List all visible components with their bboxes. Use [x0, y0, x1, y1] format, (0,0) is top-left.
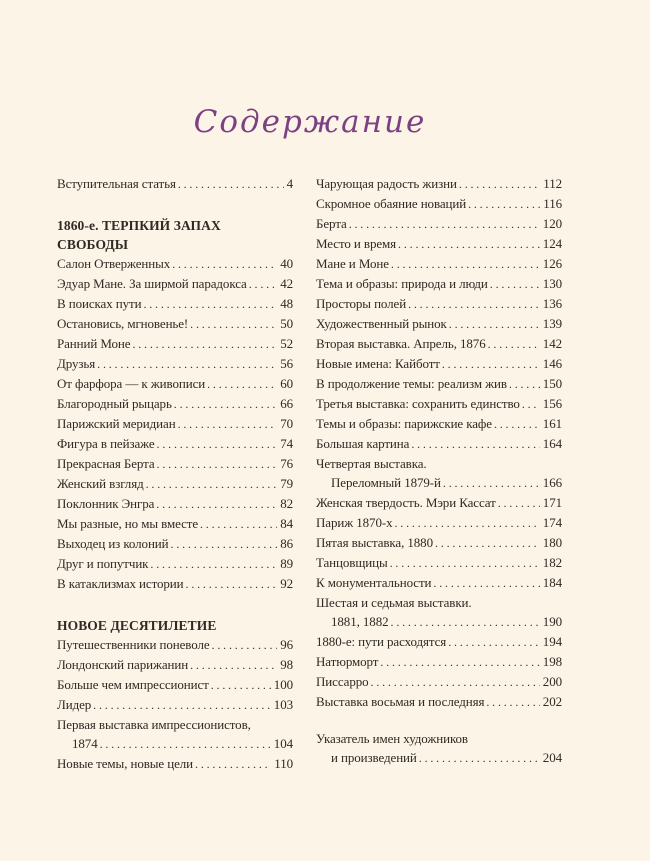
toc-entry: [316, 274, 562, 294]
toc-entry: [57, 374, 293, 394]
toc-entry-page-number: 76: [280, 456, 293, 471]
toc-entry-label: Шестая и седьмая выставки.: [316, 595, 472, 610]
toc-entry-page-number: 174: [542, 515, 562, 530]
toc-entry: [57, 574, 293, 594]
toc-entry-label: Ранний Моне: [57, 336, 131, 351]
toc-entry-page-number: 124: [542, 236, 562, 251]
toc-entry: [316, 194, 562, 214]
toc-entry-page-number: 156: [542, 396, 562, 411]
toc-entry: [316, 234, 562, 254]
toc-entry-label: Эдуар Мане. За ширмой парадокса: [57, 276, 247, 291]
toc-entry-page-number: 161: [542, 416, 562, 431]
toc-entry-label: Мы разные, но мы вместе: [57, 516, 198, 531]
dot-leader: [146, 474, 278, 494]
dot-leader: [156, 494, 277, 514]
toc-entry-page-number: 103: [273, 697, 293, 712]
dot-leader: [371, 672, 540, 692]
dot-leader: [522, 394, 540, 414]
toc-entry-page-number: 130: [542, 276, 562, 291]
toc-entry-page-number: 66: [280, 396, 293, 411]
dot-leader: [468, 194, 540, 214]
dot-leader: [207, 374, 277, 394]
toc-entry-label: Чарующая радость жизни: [316, 176, 457, 191]
toc-entry-label: 1881, 1882: [331, 614, 389, 629]
toc-entry: [57, 274, 293, 294]
toc-entry: [57, 174, 293, 194]
toc-entry-page-number: 48: [280, 296, 293, 311]
page-title: Содержание: [193, 104, 427, 140]
toc-entry-page-number: 150: [542, 376, 562, 391]
toc-entry-continuation: [57, 734, 293, 754]
dot-leader: [448, 632, 540, 652]
dot-leader: [486, 692, 539, 712]
toc-entry: [57, 294, 293, 314]
toc-entry-page-number: 50: [280, 316, 293, 331]
toc-entry: [57, 254, 293, 274]
toc-entry-label: Скромное обаяние новаций: [316, 196, 467, 211]
dot-leader: [411, 434, 539, 454]
toc-entry: [57, 334, 293, 354]
toc-entry-page-number: 180: [542, 535, 562, 550]
dot-leader: [190, 314, 277, 334]
dot-leader: [178, 414, 278, 434]
toc-entry: [316, 254, 562, 274]
toc-entry-label: В катаклизмах истории: [57, 576, 184, 591]
toc-entry: [316, 672, 562, 692]
toc-entry-page-number: 164: [542, 436, 562, 451]
dot-leader: [390, 553, 540, 573]
toc-entry: [316, 652, 562, 672]
dot-leader: [433, 573, 539, 593]
toc-entry: [57, 494, 293, 514]
dot-leader: [490, 274, 540, 294]
toc-section: [316, 729, 562, 768]
toc-entry-page-number: 84: [280, 516, 293, 531]
dot-leader: [498, 493, 540, 513]
toc-entry-page-number: 70: [280, 416, 293, 431]
toc-entry: [57, 534, 293, 554]
toc-entry-page-number: 120: [542, 216, 562, 231]
toc-entry-page-number: 200: [542, 674, 562, 689]
toc-entry: [316, 729, 562, 748]
dot-leader: [443, 473, 540, 493]
toc-entry-label: Художественный рынок: [316, 316, 447, 331]
toc-section: [57, 216, 293, 594]
toc-section: [57, 174, 293, 194]
toc-entry-page-number: 166: [542, 475, 562, 490]
toc-entry-label: Новые темы, новые цели: [57, 756, 194, 771]
toc-entry-label: Женский взгляд: [57, 476, 144, 491]
toc-entry-label: Место и время: [316, 236, 397, 251]
dot-leader: [97, 354, 277, 374]
toc-entry-label: Выходец из колоний: [57, 536, 169, 551]
dot-leader: [435, 533, 540, 553]
toc-entry-continuation: [316, 473, 562, 493]
toc-entry: [316, 214, 562, 234]
dot-leader: [174, 394, 277, 414]
toc-entry-label: Берта: [316, 216, 347, 231]
dot-leader: [178, 174, 284, 194]
toc-entry: [316, 573, 562, 593]
dot-leader: [419, 748, 540, 768]
toc-entry-page-number: 60: [280, 376, 293, 391]
toc-entry: [316, 593, 562, 612]
toc-entry-page-number: 204: [542, 750, 562, 765]
dot-leader: [442, 354, 540, 374]
toc-entry-page-number: 126: [542, 256, 562, 271]
dot-leader: [132, 334, 277, 354]
dot-leader: [211, 675, 271, 695]
toc-entry: [316, 314, 562, 334]
toc-entry: [57, 474, 293, 494]
dot-leader: [449, 314, 540, 334]
toc-entry-label: Просторы полей: [316, 296, 407, 311]
toc-section-header: 1860-е. ТЕРПКИЙ ЗАПАХ СВОБОДЫ: [57, 218, 221, 252]
toc-entry-page-number: 139: [542, 316, 562, 331]
toc-entry-label: 1874: [72, 736, 98, 751]
toc-entry: [316, 493, 562, 513]
toc-entry: [316, 513, 562, 533]
toc-entry: [57, 434, 293, 454]
toc-entry-label: От фарфора — к живописи: [57, 376, 206, 391]
toc-entry-label: Фигура в пейзаже: [57, 436, 155, 451]
dot-leader: [93, 695, 271, 715]
toc-entry-page-number: 198: [542, 654, 562, 669]
toc-entry: [316, 454, 562, 473]
toc-entry-label: Указатель имен художников: [316, 731, 468, 746]
toc-entry-label: Четвертая выставка.: [316, 456, 427, 471]
toc-section: [57, 616, 293, 774]
dot-leader: [157, 454, 278, 474]
dot-leader: [150, 554, 277, 574]
toc-entry-page-number: 184: [542, 575, 562, 590]
toc-entry-page-number: 82: [280, 496, 293, 511]
toc-entry-label: Новые имена: Кайботт: [316, 356, 440, 371]
toc-entry-label: Друзья: [57, 356, 96, 371]
dot-leader: [394, 513, 539, 533]
toc-entry: [316, 394, 562, 414]
toc-entry-page-number: 194: [542, 634, 562, 649]
toc-entry: [316, 692, 562, 712]
toc-entry: [57, 314, 293, 334]
toc-entry: [57, 695, 293, 715]
dot-leader: [459, 174, 540, 194]
dot-leader: [212, 635, 278, 655]
toc-entry-continuation: [316, 748, 562, 768]
dot-leader: [100, 734, 271, 754]
toc-entry-page-number: 98: [280, 657, 293, 672]
toc-entry-page-number: 100: [273, 677, 293, 692]
dot-leader: [391, 254, 540, 274]
toc-entry: [57, 675, 293, 695]
toc-entry-page-number: 96: [280, 637, 293, 652]
toc-entry-label: Танцовщицы: [316, 555, 388, 570]
toc-entry-page-number: 86: [280, 536, 293, 551]
toc-entry-label: Друг и попутчик: [57, 556, 149, 571]
toc-entry-page-number: 4: [286, 176, 293, 191]
toc-entry-label: Первая выставка импрессионистов,: [57, 717, 251, 732]
toc-entry-page-number: 56: [280, 356, 293, 371]
toc-entry-page-number: 116: [543, 196, 562, 211]
dot-leader: [509, 374, 540, 394]
dot-leader: [494, 414, 540, 434]
toc-entry-label: Тема и образы: природа и люди: [316, 276, 488, 291]
toc-entry: [57, 454, 293, 474]
toc-entry-label: Прекрасная Берта: [57, 456, 155, 471]
toc-entry-label: Выставка восьмая и последняя: [316, 694, 485, 709]
dot-leader: [172, 254, 277, 274]
toc-entry: [316, 553, 562, 573]
dot-leader: [190, 655, 277, 675]
dot-leader: [391, 612, 540, 632]
toc-entry-label: К монументальности: [316, 575, 432, 590]
toc-entry: [316, 374, 562, 394]
toc-entry-label: Писсарро: [316, 674, 369, 689]
toc-entry: [57, 754, 293, 774]
dot-leader: [398, 234, 540, 254]
toc-entry: [57, 715, 293, 734]
toc-entry-label: Париж 1870-х: [316, 515, 393, 530]
toc-entry-label: Парижский меридиан: [57, 416, 176, 431]
toc-entry: [316, 414, 562, 434]
dot-leader: [186, 574, 278, 594]
toc-entry: [57, 635, 293, 655]
toc-entry-label: Салон Отверженных: [57, 256, 171, 271]
toc-entry-label: Пятая выставка, 1880: [316, 535, 433, 550]
dot-leader: [249, 274, 277, 294]
toc-entry: [316, 533, 562, 553]
toc-column-right: [316, 174, 562, 768]
toc-entry-label: Лидер: [57, 697, 92, 712]
toc-entry: [57, 394, 293, 414]
toc-section: [316, 174, 562, 712]
dot-leader: [488, 334, 540, 354]
toc-entry-page-number: 182: [542, 555, 562, 570]
toc-entry-label: Третья выставка: сохранить единство: [316, 396, 520, 411]
toc-entry-continuation: [316, 612, 562, 632]
dot-leader: [408, 294, 540, 314]
toc-entry: [57, 414, 293, 434]
toc-entry: [57, 554, 293, 574]
toc-entry-label: Большая картина: [316, 436, 410, 451]
dot-leader: [200, 514, 277, 534]
dot-leader: [157, 434, 278, 454]
toc-entry: [316, 174, 562, 194]
toc-entry-label: Благородный рыцарь: [57, 396, 172, 411]
toc-entry-page-number: 40: [280, 256, 293, 271]
toc-entry-label: Больше чем импрессионист: [57, 677, 209, 692]
toc-entry-label: В поисках пути: [57, 296, 142, 311]
toc-entry-label: Натюрморт: [316, 654, 379, 669]
toc-entry-page-number: 42: [280, 276, 293, 291]
toc-entry-label: и произведений: [331, 750, 417, 765]
toc-entry-label: Остановись, мгновенье!: [57, 316, 189, 331]
toc-column-left: [57, 174, 293, 774]
dot-leader: [380, 652, 539, 672]
toc-entry-label: Путешественники поневоле: [57, 637, 210, 652]
toc-entry-label: Поклонник Энгра: [57, 496, 155, 511]
toc-entry-label: Вступительная статья: [57, 176, 176, 191]
toc-entry-page-number: 202: [542, 694, 562, 709]
toc-entry-label: Мане и Моне: [316, 256, 389, 271]
toc-entry-page-number: 146: [542, 356, 562, 371]
toc-entry-page-number: 74: [280, 436, 293, 451]
toc-entry-page-number: 136: [542, 296, 562, 311]
toc-entry-label: Женская твердость. Мэри Кассат: [316, 495, 496, 510]
toc-entry-page-number: 171: [542, 495, 562, 510]
toc-entry-label: Темы и образы: парижские кафе: [316, 416, 492, 431]
toc-entry-label: Вторая выставка. Апрель, 1876: [316, 336, 486, 351]
toc-entry-label: 1880-е: пути расходятся: [316, 634, 447, 649]
toc-entry-label: Лондонский парижанин: [57, 657, 189, 672]
dot-leader: [171, 534, 278, 554]
toc-entry: [57, 354, 293, 374]
dot-leader: [349, 214, 540, 234]
toc-entry: [316, 294, 562, 314]
toc-entry: [316, 434, 562, 454]
toc-entry-label: В продолжение темы: реализм жив: [316, 376, 507, 391]
toc-entry: [316, 354, 562, 374]
toc-entry-label: Переломный 1879-й: [331, 475, 441, 490]
toc-entry-page-number: 104: [273, 736, 293, 751]
toc-entry-page-number: 79: [280, 476, 293, 491]
toc-entry-page-number: 92: [280, 576, 293, 591]
toc-entry-page-number: 110: [274, 756, 293, 771]
toc-entry: [57, 514, 293, 534]
toc-entry: [57, 655, 293, 675]
toc-entry-page-number: 142: [542, 336, 562, 351]
toc-section-header: НОВОЕ ДЕСЯТИЛЕТИЕ: [57, 618, 217, 633]
toc-entry-page-number: 89: [280, 556, 293, 571]
toc-entry-page-number: 190: [542, 614, 562, 629]
toc-entry: [316, 632, 562, 652]
toc-entry: [316, 334, 562, 354]
dot-leader: [143, 294, 277, 314]
toc-entry-page-number: 52: [280, 336, 293, 351]
dot-leader: [195, 754, 271, 774]
toc-entry-page-number: 112: [543, 176, 562, 191]
